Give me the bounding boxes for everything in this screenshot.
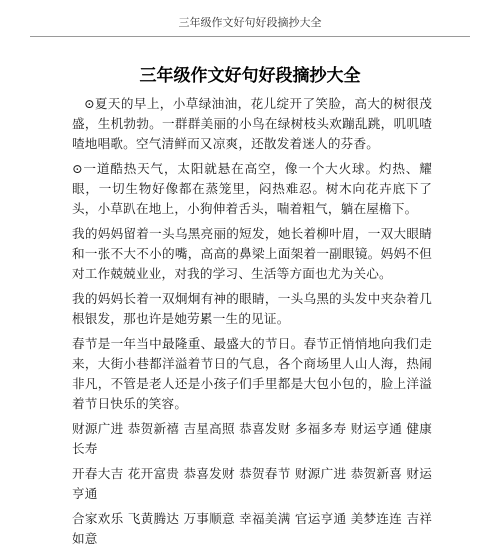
document-title: 三年级作文好句好段摘抄大全 <box>139 66 361 86</box>
paragraph-blessings-1: 财源广进 恭贺新禧 吉星高照 恭喜发财 多福多寿 财运亨通 健康长寿 <box>72 421 432 456</box>
paragraph-summer-morning: ⊙夏天的早上，小草绿油油，花儿绽开了笑脸，高大的树很茂盛，生机勃勃。一群群美丽的小鸟在绿树枝头欢蹦乱跳，叽叽喳喳地唱歌。空气清鲜而又凉爽，还散发着迷人的芬香。 <box>72 96 432 151</box>
paragraph-blessings-2: 开春大吉 花开富贵 恭喜发财 恭贺春节 财源广进 恭贺新喜 财运亨通 <box>72 466 432 501</box>
header-divider <box>30 36 470 37</box>
paragraph-hot-weather: ⊙一道酷热天气，太阳就悬在高空，像一个大火球。灼热、耀眼，一切生物好像都在蒸笼里，闷热难忍。树木向花卉底下了头，小草趴在地上，小狗伸着舌头，喘着粗气，躺在屋檐下。 <box>72 161 432 216</box>
paragraph-spring-festival: 春节是一年当中最隆重、最盛大的节日。春节正悄悄地向我们走来，大街小巷都洋溢着节日的气息，各个商场里人山人海，热闹非凡，不管是老人还是小孩子们手里都是大包小包的，脸上洋溢着节日快乐的笑容。 <box>72 336 432 411</box>
paragraph-mother-eyes: 我的妈妈长着一双炯炯有神的眼睛，一头乌黑的头发中夹杂着几根银发，那也许是她劳累一生的见证。 <box>72 291 432 326</box>
paragraph-blessings-3: 合家欢乐 飞黄腾达 万事顺意 幸福美满 官运亨通 美梦连连 吉祥如意 <box>72 511 432 546</box>
running-header: 三年级作文好句好段摘抄大全 <box>178 16 322 29</box>
document-body <box>72 94 432 554</box>
paragraph-mother-appearance: 我的妈妈留着一头乌黑亮丽的短发，她长着柳叶眉，一双大眼睛和一张不大不小的嘴，高高的鼻梁上面架着一副眼镜。妈妈不但对工作兢兢业业，对我的学习、生活等方面也尤为关心。 <box>72 226 432 281</box>
